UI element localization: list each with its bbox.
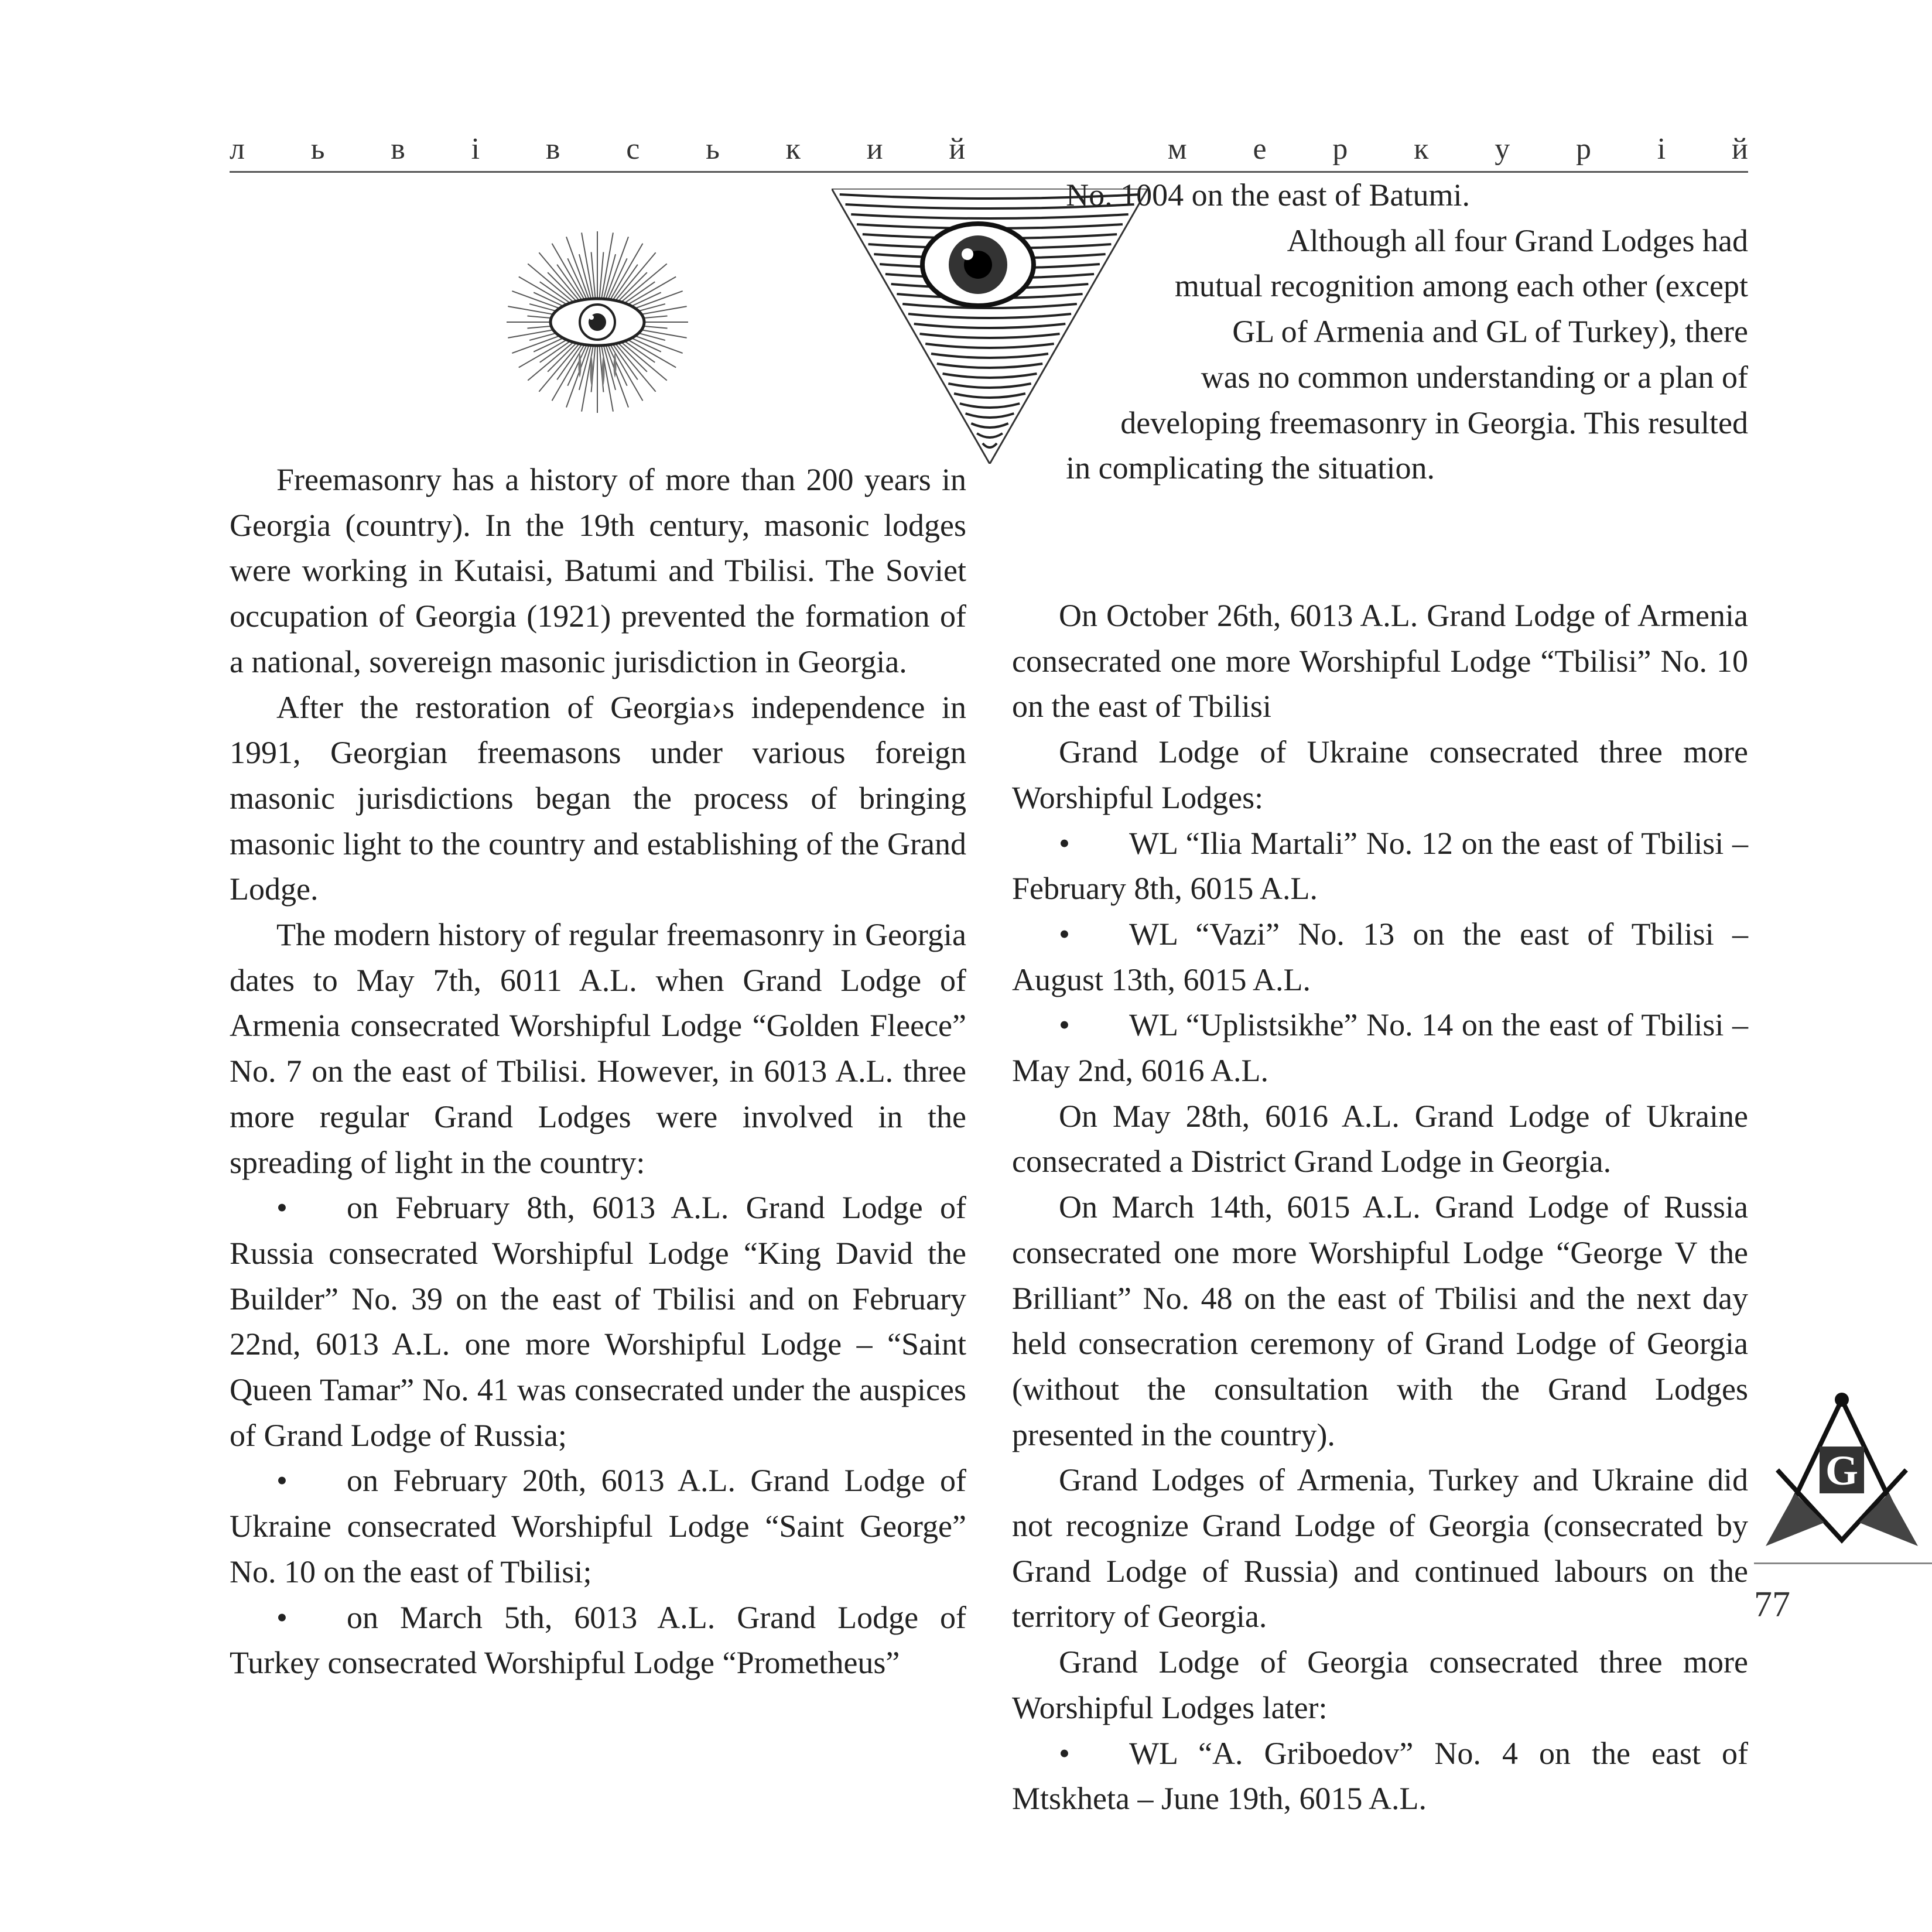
paragraph: The modern history of regular freemasonry in Georgia dates to May 7th, 6011 A.L. when Grand Lodge of Armenia consecrated Worshipful Lodge “Golden Fleece” No. 7 on the east of Tbilisi. However, in 6013 A.L. three more regular Grand Lodges were involved in the spreading of light in the country:: [230, 917, 966, 1180]
bullet-glyph: •: [276, 1599, 288, 1635]
radiant-eye-icon: [504, 223, 691, 422]
header-letter: ь: [310, 132, 325, 166]
header-letter: л: [230, 132, 245, 166]
header-letter: к: [1414, 132, 1429, 166]
bullet-glyph: •: [1059, 1735, 1070, 1771]
bullet-glyph: •: [276, 1190, 288, 1226]
text-line: mutual recognition among each other (except: [1174, 268, 1748, 304]
right-column-top: [1066, 173, 1748, 491]
page-number: 77: [1754, 1585, 1790, 1625]
header-letter: е: [1253, 132, 1267, 166]
emblem-letter: G: [1825, 1447, 1859, 1494]
header-letter: і: [471, 132, 480, 166]
bullet-item: • WL “A. Griboedov” No. 4 on the east of Mtskheta – June 19th, 6015 A.L.: [1012, 1731, 1748, 1822]
header-letter: й: [949, 132, 966, 166]
left-column: [230, 457, 966, 1686]
paragraph: Grand Lodge of Ukraine consecrated three more Worshipful Lodges:: [1012, 734, 1748, 815]
paragraph: Grand Lodge of Georgia consecrated three more Worshipful Lodges later:: [1012, 1644, 1748, 1725]
header-letter: р: [1576, 132, 1591, 166]
header-letter: ь: [706, 132, 720, 166]
bullet-item: • WL “Ilia Martali” No. 12 on the east of Tbilisi – February 8th, 6015 A.L.: [1012, 821, 1748, 912]
paragraph: After the restoration of Georgia›s independence in 1991, Georgian freemasons under various foreign masonic jurisdictions began the process of bringing masonic light to the country and establishing of the Grand Lodge.: [230, 689, 966, 907]
header-letter: і: [1657, 132, 1666, 166]
paragraph: Freemasonry has a history of more than 200 years in Georgia (country). In the 19th century, masonic lodges were working in Kutaisi, Batumi and Tbilisi. The Soviet occupation of Georgia (1921) prevented the formation of a national, sovereign masonic jurisdiction in Georgia.: [230, 462, 966, 679]
text-line: Although all four Grand Lodges had: [1287, 223, 1748, 258]
header-letter: й: [1732, 132, 1748, 166]
paragraph: On March 14th, 6015 A.L. Grand Lodge of Russia consecrated one more Worshipful Lodge “George V the Brilliant” No. 48 on the east of Tbilisi and the next day held consecration ceremony of Grand Lodge of Georgia (without the consultation with the Grand Lodges presented in the country).: [1012, 1189, 1748, 1452]
bullet-item: • WL “Uplistsikhe” No. 14 on the east of Tbilisi – May 2nd, 6016 A.L.: [1012, 1003, 1748, 1093]
bullet-glyph: •: [1059, 825, 1070, 861]
bullet-item: • on March 5th, 6013 A.L. Grand Lodge of Turkey consecrated Worshipful Lodge “Prometheus”: [230, 1595, 966, 1686]
header-letter: р: [1332, 132, 1348, 166]
header-letter: в: [391, 132, 405, 166]
square-and-compasses-icon: [1754, 1388, 1930, 1561]
text-line: No. 1004 on the east of Batumi.: [1066, 177, 1471, 213]
side-rule: [1754, 1562, 1932, 1564]
bullet-glyph: •: [1059, 916, 1070, 952]
header-letter: в: [545, 132, 560, 166]
paragraph: On October 26th, 6013 A.L. Grand Lodge of Armenia consecrated one more Worshipful Lodge “Tbilisi” No. 10 on the east of Tbilisi: [1012, 598, 1748, 724]
paragraph: On May 28th, 6016 A.L. Grand Lodge of Ukraine consecrated a District Grand Lodge in Georgia.: [1012, 1098, 1748, 1179]
bullet-item: • WL “Vazi” No. 13 on the east of Tbilisi – August 13th, 6015 A.L.: [1012, 912, 1748, 1003]
text-line: developing freemasonry in Georgia. This resulted: [1120, 405, 1748, 440]
header-letter: и: [866, 132, 883, 166]
bullet-item: • on February 20th, 6013 A.L. Grand Lodge of Ukraine consecrated Worshipful Lodge “Saint George” No. 10 on the east of Tbilisi;: [230, 1458, 966, 1595]
bullet-item: • on February 8th, 6013 A.L. Grand Lodge of Russia consecrated Worshipful Lodge “King David the Builder” No. 39 on the east of Tbilisi and on February 22nd, 6013 A.L. one more Worshipful Lodge – “Saint Queen Tamar” No. 41 was consecrated under the auspices of Grand Lodge of Russia;: [230, 1185, 966, 1458]
header-letter: м: [1167, 132, 1187, 166]
bullet-glyph: •: [276, 1463, 288, 1499]
running-header: [230, 132, 1748, 166]
text-line: in complicating the situation.: [1066, 450, 1435, 486]
paragraph: Grand Lodges of Armenia, Turkey and Ukraine did not recognize Grand Lodge of Georgia (consecrated by Grand Lodge of Russia) and continued labours on the territory of Georgia.: [1012, 1462, 1748, 1634]
header-letter: с: [626, 132, 640, 166]
right-column: [1012, 593, 1748, 1822]
header-letter: у: [1495, 132, 1510, 166]
header-gap: [1031, 132, 1102, 166]
header-letter: к: [785, 132, 801, 166]
text-line: was no common understanding or a plan of: [1201, 359, 1748, 395]
bullet-glyph: •: [1059, 1007, 1070, 1043]
text-line: GL of Armenia and GL of Turkey), there: [1232, 314, 1748, 350]
